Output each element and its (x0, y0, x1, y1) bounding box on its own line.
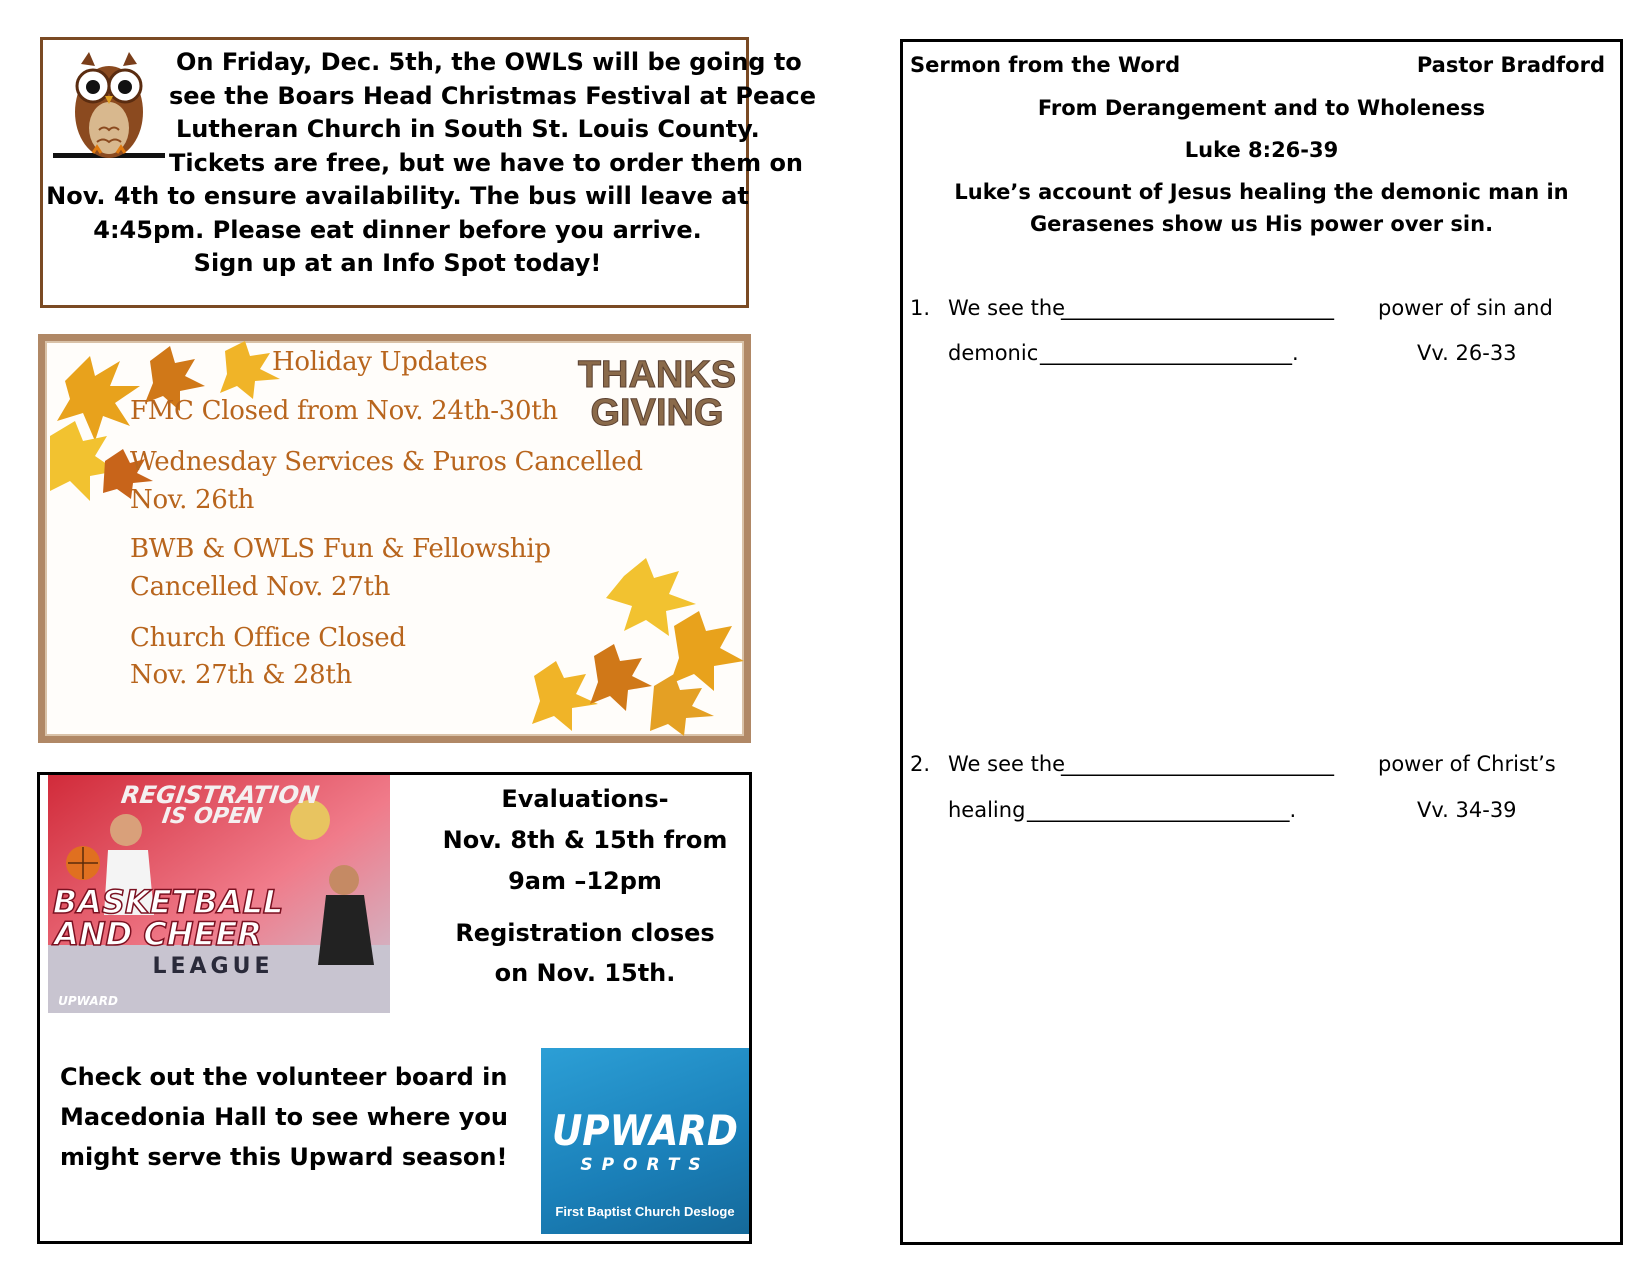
svg-text:IS OPEN: IS OPEN (160, 803, 265, 829)
scripture-reference: Luke 8:26-39 (1184, 138, 1339, 162)
point-number: 1. (910, 296, 931, 320)
thanksgiving-logo (569, 351, 744, 431)
owls-line: see the Boars Head Christmas Festival at Peace (169, 81, 816, 110)
svg-text:REGISTRATION: REGISTRATION (119, 781, 321, 809)
owls-line: On Friday, Dec. 5th, the OWLS will be going to (176, 48, 802, 76)
owls-line: Lutheran Church in South St. Louis County. (176, 115, 760, 143)
sermon-heading: Sermon from the Word (910, 53, 1181, 77)
fill-in-blank[interactable]: ________________________. (1040, 341, 1299, 365)
svg-text:GIVING: GIVING (590, 392, 724, 431)
verse-reference: Vv. 34-39 (1417, 798, 1517, 822)
autumn-leaves-image (474, 556, 744, 736)
verse-reference: Vv. 26-33 (1417, 341, 1517, 365)
evaluations-time: 9am –12pm (508, 867, 662, 895)
holiday-updates-card (38, 334, 751, 743)
point-text: power of Christ’s (1378, 752, 1556, 776)
pastor-name: Pastor Bradford (1416, 53, 1605, 77)
owls-line: Tickets are free, but we have to order them on (169, 148, 804, 177)
point-text: We see the (948, 296, 1066, 320)
svg-text:THANKS: THANKS (577, 354, 737, 396)
svg-text:LEAGUE: LEAGUE (152, 954, 274, 979)
sermon-summary: Gerasenes show us His power over sin. (1029, 212, 1494, 236)
svg-text:AND CHEER: AND CHEER (54, 915, 262, 953)
fill-in-blank[interactable]: _________________________. (1027, 798, 1297, 822)
sermon-notes-card (900, 39, 1623, 1245)
svg-text:UPWARD: UPWARD (552, 1106, 738, 1155)
svg-text:UPWARD: UPWARD (58, 994, 118, 1008)
owls-line: 4:45pm. Please eat dinner before you arrive. (93, 215, 702, 244)
holiday-line: Nov. 26th (130, 485, 255, 515)
holiday-line: Cancelled Nov. 27th (130, 572, 391, 602)
sermon-title: From Derangement and to Wholeness (1037, 96, 1486, 120)
basketball-cheer-banner (48, 775, 390, 1013)
registration-date: on Nov. 15th. (494, 959, 676, 987)
sermon-summary: Luke’s account of Jesus healing the demonic man in (954, 180, 1569, 204)
fill-in-blank[interactable]: __________________________ (1061, 296, 1334, 320)
owls-announcement (40, 37, 816, 308)
holiday-line: Nov. 27th & 28th (130, 660, 352, 690)
volunteer-line: might serve this Upward season! (60, 1143, 508, 1171)
point-text: power of sin and (1378, 296, 1553, 320)
holiday-line: FMC Closed from Nov. 24th-30th (130, 396, 558, 426)
svg-text:BASKETBALL: BASKETBALL (52, 883, 284, 921)
holiday-title: Holiday Updates (272, 347, 488, 377)
holiday-line: Church Office Closed (130, 623, 406, 653)
holiday-line: Wednesday Services & Puros Cancelled (130, 447, 643, 477)
svg-text:First Baptist Church Desloge: First Baptist Church Desloge (555, 1204, 735, 1219)
fill-in-blank[interactable]: __________________________ (1061, 752, 1334, 776)
point-text: We see the (948, 752, 1066, 776)
point-number: 2. (910, 752, 931, 776)
owls-line: Sign up at an Info Spot today! (193, 249, 602, 277)
volunteer-line: Macedonia Hall to see where you (60, 1103, 508, 1131)
upward-sports-logo (541, 1048, 749, 1234)
volunteer-line: Check out the volunteer board in (60, 1063, 508, 1091)
evaluations-dates: Nov. 8th & 15th from (442, 826, 728, 854)
owls-line: Nov. 4th to ensure availability. The bus will leave at (46, 182, 749, 210)
upward-sports-card (37, 772, 752, 1244)
owls-text (43, 46, 816, 281)
point-text: healing (948, 798, 1026, 822)
registration-closes: Registration closes (455, 919, 715, 947)
evaluations-heading: Evaluations- (501, 785, 669, 813)
point-text: demonic (948, 341, 1039, 365)
svg-text:SPORTS: SPORTS (580, 1155, 710, 1175)
holiday-line: BWB & OWLS Fun & Fellowship (130, 534, 551, 564)
